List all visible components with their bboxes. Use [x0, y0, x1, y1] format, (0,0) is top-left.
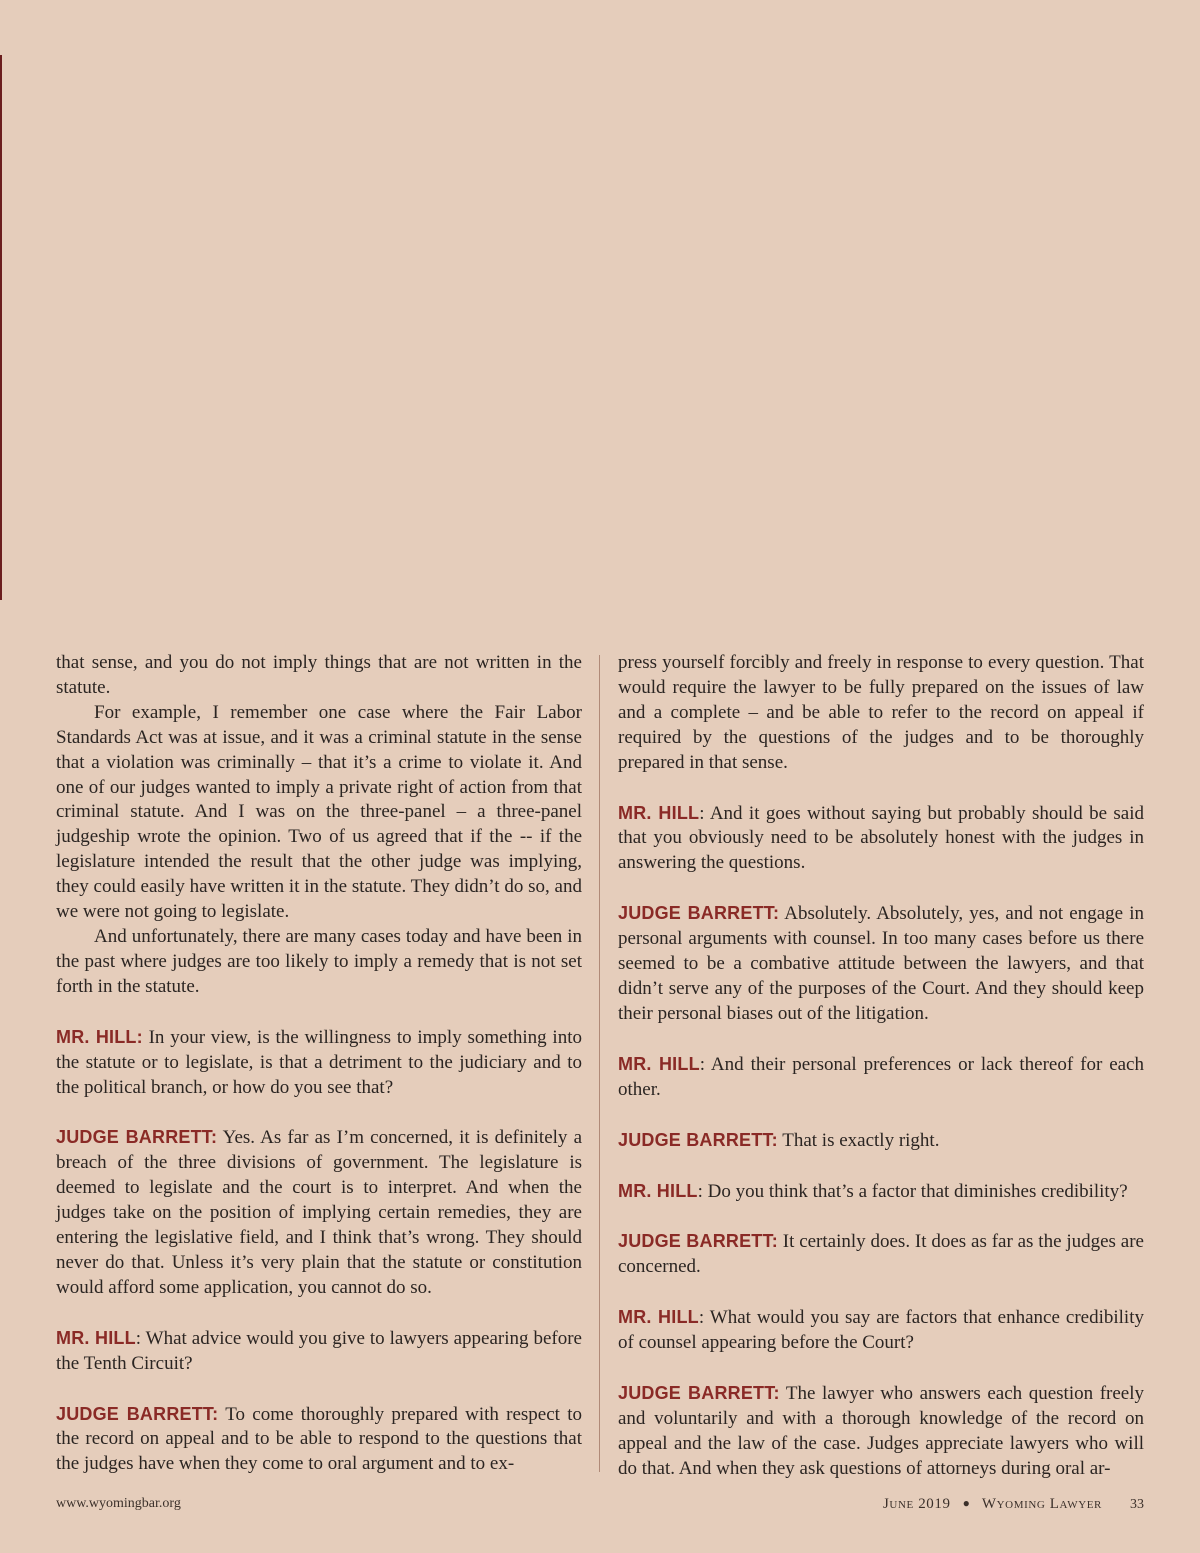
speaker-label: JUDGE BARRETT:	[618, 1129, 778, 1150]
footer-publication: Wyoming Lawyer	[981, 1496, 1102, 1512]
question-paragraph	[56, 1326, 582, 1377]
question-paragraph	[618, 1052, 1144, 1103]
question-paragraph	[618, 801, 1144, 877]
paragraph: For example, I remember one case where the Fair Labor Standards Act was at issue, and it was a criminal statute in the sense that a violation was criminally – that it’s a crime to violate it. And one of our judges wanted to imply a private right of action from that criminal statute. And I was on the three-panel – a three-panel judgeship wrote the opinion. Two of us agreed that if the -- if the legislature intended the result that the other judge was implying, they could easily have written it in the statute. They didn’t do so, and we were not going to legislate.	[56, 701, 582, 923]
answer-paragraph	[618, 901, 1144, 1027]
question-text: : And their personal preferences or lack thereof for each other.	[618, 1053, 1144, 1100]
answer-paragraph	[56, 1402, 582, 1478]
answer-paragraph	[618, 1128, 1144, 1154]
question-text: : Do you think that’s a factor that diminishes credibility?	[697, 1180, 1128, 1202]
answer-text: That is exactly right.	[777, 1129, 940, 1151]
answer-text: It certainly does. It does as far as the judges are concerned.	[618, 1231, 1144, 1278]
question-paragraph	[618, 1179, 1144, 1205]
speaker-label: JUDGE BARRETT:	[56, 1127, 218, 1148]
page-edge-rule	[0, 55, 2, 600]
question-text: : What would you say are factors that enhance credibility of counsel appearing before the Court?	[618, 1307, 1144, 1354]
answer-paragraph	[56, 1125, 582, 1300]
answer-paragraph	[618, 1229, 1144, 1280]
column-divider	[599, 655, 600, 1472]
answer-text: To come thoroughly prepared with respect to the record on appeal and to be able to respond to the questions that the judges have when they come to oral argument and to ex-	[56, 1403, 582, 1475]
speaker-label: MR. HILL	[618, 1180, 698, 1201]
question-paragraph	[56, 1025, 582, 1101]
left-column	[56, 651, 582, 1477]
question-text: : What advice would you give to lawyers appearing before the Tenth Circuit?	[56, 1327, 582, 1374]
speaker-label: MR. HILL	[56, 1327, 136, 1348]
answer-paragraph	[618, 1381, 1144, 1482]
question-text: : And it goes without saying but probably should be said that you obviously need to be absolutely honest with the judges in answering the questions.	[618, 802, 1144, 874]
question-paragraph	[618, 1305, 1144, 1356]
paragraph: that sense, and you do not imply things that are not written in the statute.	[56, 652, 582, 698]
paragraph: press yourself forcibly and freely in response to every question. That would require the lawyer to be fully prepared on the issues of law and a complete – and be able to refer to the record on appeal if required by the questions of the judges and to be thoroughly prepared in that sense.	[618, 652, 1144, 773]
page-number: 33	[1130, 1497, 1144, 1512]
question-text: In your view, is the willingness to imply something into the statute or to legislate, is that a detriment to the judiciary and to the political branch, or how do you see that?	[56, 1026, 582, 1098]
page-footer	[56, 1496, 1144, 1516]
speaker-label: JUDGE BARRETT:	[618, 903, 780, 924]
footer-issue-date: June 2019	[883, 1496, 951, 1512]
answer-text: The lawyer who answers each question freely and voluntarily and with a thorough knowledge of the record on appeal and the law of the case. Judges appreciate lawyers who will do that. And when they ask questions of attorneys during oral ar-	[618, 1383, 1144, 1479]
footer-website-link[interactable]: www.wyomingbar.org	[56, 1496, 181, 1511]
answer-text: Yes. As far as I’m concerned, it is definitely a breach of the three divisions of government. The legislature is deemed to legislate and the court is to interpret. And when the judges take on the position of implying certain remedies, they are entering the legislative field, and I think that’s wrong. They should never do that. Unless it’s very plain that the statute or constitution would afford some application, you cannot do so.	[56, 1127, 582, 1298]
bullet-icon: ●	[962, 1496, 970, 1510]
speaker-label: JUDGE BARRETT:	[618, 1383, 780, 1404]
speaker-label: MR. HILL	[618, 802, 700, 823]
footer-issue-info	[883, 1496, 1144, 1513]
speaker-label: JUDGE BARRETT:	[56, 1403, 219, 1424]
paragraph: And unfortunately, there are many cases today and have been in the past where judges are too likely to imply a remedy that is not set forth in the statute.	[56, 925, 582, 997]
answer-text: Absolutely. Absolutely, yes, and not engage in personal arguments with counsel. In too many cases before us there seemed to be a combative attitude between the lawyers, and that didn’t serve any of the purposes of the Court. And they should keep their personal biases out of the litigation.	[618, 903, 1144, 1024]
right-column	[618, 651, 1144, 1482]
speaker-label: MR. HILL	[618, 1053, 700, 1074]
speaker-label: MR. HILL	[618, 1307, 699, 1328]
speaker-label: MR. HILL:	[56, 1026, 143, 1047]
speaker-label: JUDGE BARRETT:	[618, 1231, 778, 1252]
